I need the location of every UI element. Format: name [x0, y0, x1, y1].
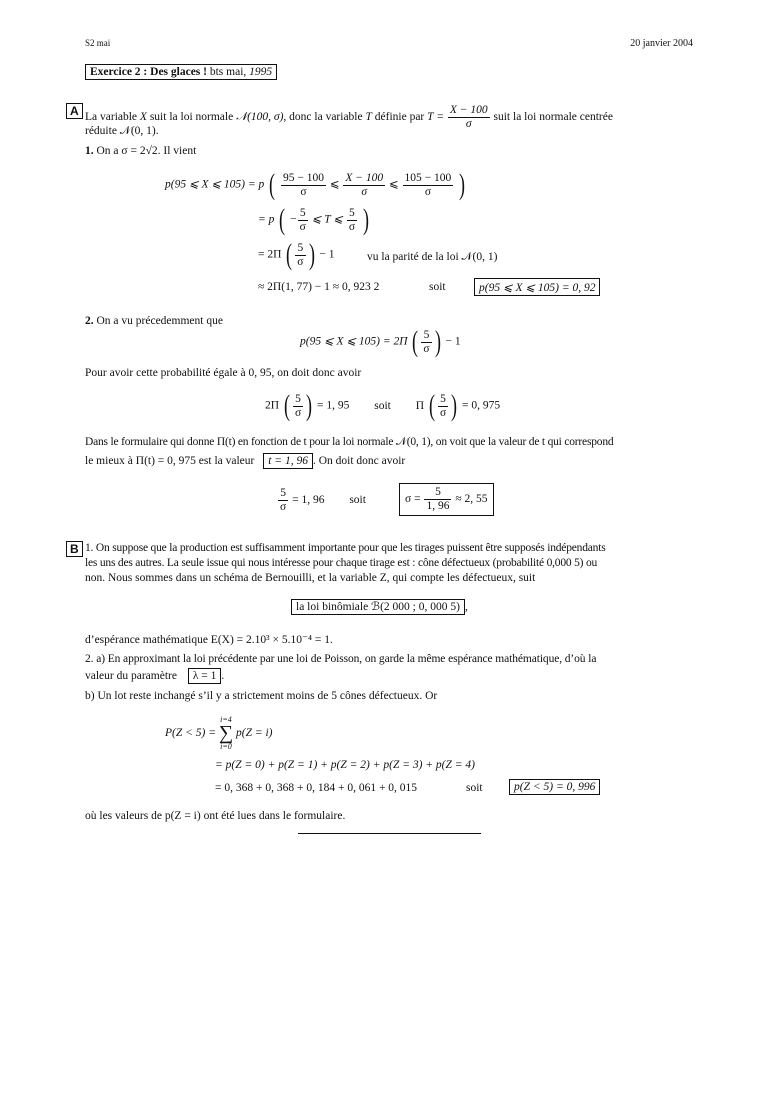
q2a-line-1: 2. a) En approximant la loi précédente par une loi de Poisson, on garde la même espérance mathématique, d’où la — [85, 653, 597, 665]
eq-line-3-note: vu la parité de la loi 𝒩(0, 1) — [367, 251, 498, 263]
q2-eq-3: $\frac{5}{\sigma}$ = 1, 96 soit — [280, 487, 366, 513]
q2-eq-2: 2Π ( $\frac{5}{\sigma}$ ) = 1, 95 soit Π ( $\frac{5}{\sigma}$ ) = 0, 975 — [265, 389, 501, 422]
q2a-line-2: valeur du paramètre λ = 1 . — [85, 670, 225, 682]
result-box-poisson: p(Z < 5) = 0, 996 — [509, 779, 600, 795]
q1-intro: 1. On a σ = 2√2. Il vient — [85, 145, 197, 157]
binomial-box: la loi binômiale ℬ(2 000 ; 0, 000 5) , — [291, 599, 468, 613]
section-a-badge: A — [66, 103, 83, 119]
exercise-name: Des glaces ! — [150, 66, 207, 78]
eq-line-1: p(95 ⩽ X ⩽ 105) = p ( $\frac{95 - 100}{\sigma}$ ⩽ $\frac{X - 100}{\sigma}$ ⩽ $\frac{105 - 100}{\sigma}$ ) — [165, 168, 466, 201]
q2-eq-1: p(95 ⩽ X ⩽ 105) = 2Π ( $\frac{5}{\sigma}$ ) − 1 — [300, 325, 461, 358]
section-b-p2: les uns des autres. La seule issue qui nous intéresse pour chaque tirage est : cône défectueux (probabilité 0,000 5) ou — [85, 557, 598, 569]
eq-line-4: ≈ 2Π(1, 77) − 1 ≈ 0, 923 2 — [258, 281, 380, 293]
section-a-intro-line1: La variable X suit la loi normale 𝒩(100, σ), donc la variable T définie par T = $\frac{X - 100}{\sigma}$ suit la loi normale centrée — [85, 104, 613, 130]
header-right: 20 janvier 2004 — [630, 38, 693, 49]
expectation-line: d’espérance mathématique E(X) = 2.10³ × 5.10⁻⁴ = 1. — [85, 634, 333, 646]
exercise-title — [85, 64, 277, 80]
result-box-q1: p(95 ⩽ X ⩽ 105) = 0, 92 — [474, 278, 600, 296]
eq-line-4-soit: soit — [429, 281, 446, 293]
result-box-sigma: σ = $\frac{5}{1, 96}$ ≈ 2, 55 — [399, 483, 494, 516]
section-b-badge: B — [66, 541, 83, 557]
section-a-intro-line2: réduite 𝒩(0, 1). — [85, 125, 159, 137]
exercise-tail: bts mai, — [209, 66, 247, 78]
q2-intro: 2. On a vu précedemment que — [85, 315, 223, 327]
q2b-line: b) Un lot reste inchangé s’il y a strictement moins de 5 cônes défectueux. Or — [85, 690, 438, 702]
end-rule — [298, 833, 481, 834]
final-line: où les valeurs de p(Z = i) ont été lues dans le formulaire. — [85, 810, 346, 822]
sum-line-3: = 0, 368 + 0, 368 + 0, 184 + 0, 061 + 0, 015 — [215, 782, 418, 794]
q2-paragraph-1: Dans le formulaire qui donne Π(t) en fonction de t pour la loi normale 𝒩(0, 1), on voit que la valeur de t qui correspond — [85, 436, 614, 448]
q2-paragraph-2: le mieux à Π(t) = 0, 975 est la valeur t = 1, 96 . On doit donc avoir — [85, 455, 406, 467]
sum-line-2: = p(Z = 0) + p(Z = 1) + p(Z = 2) + p(Z = 3) + p(Z = 4) — [215, 759, 476, 771]
eq-line-2: = p ( − $\frac{5}{\sigma}$ ⩽ T ⩽ $\frac{5}{\sigma}$ ) — [258, 203, 369, 236]
q2-line: Pour avoir cette probabilité égale à 0, 95, on doit donc avoir — [85, 367, 362, 379]
section-b-p3: non. Nous sommes dans un schéma de Bernouilli, et la variable Z, qui compte les défectueux, suit — [85, 572, 536, 584]
eq-line-3: = 2Π ( $\frac{5}{\sigma}$ ) − 1 — [258, 238, 335, 271]
section-b-p1: 1. On suppose que la production est suffisamment importante pour que les tirages puissent être supposés indépendants — [85, 542, 606, 554]
exercise-year: 1995 — [249, 66, 273, 78]
header-left: S2 mai — [85, 38, 111, 48]
sum-equation: P(Z < 5) = i=4 ∑ i=0 p(Z = i) — [165, 715, 273, 751]
sum-line-3-soit: soit — [466, 782, 483, 794]
exercise-label: Exercice 2 : — [90, 66, 148, 78]
